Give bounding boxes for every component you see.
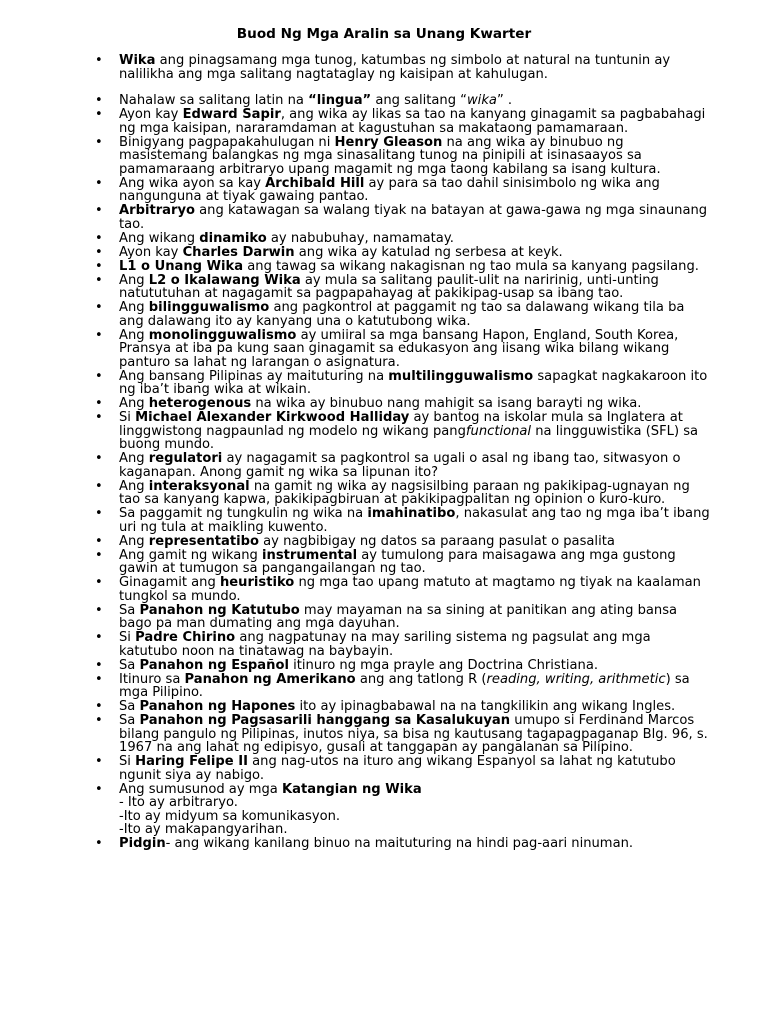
bold-term: Henry Gleason [334,134,443,150]
item-text: na lingguwistika (SFL) sa buong mundo. [119,423,699,452]
item-text: ng mga tao upang matuto at magtamo ng tiyak na kaalaman tungkol sa mundo. [119,575,701,604]
sub-point: -Ito ay makapangyarihan. [119,822,288,837]
item-text: ang nag-utos na ituro ang wikang Espanyol sa lahat ng katutubo ngunit siya ay nabigo. [119,754,676,783]
bold-term: Katangian ng Wika [282,781,422,797]
bold-term: Archibald Hill [265,175,365,191]
bullet-icon: • [95,300,103,315]
bullet-icon: • [95,533,103,549]
item-text: Si [119,630,136,645]
list-item [0,659,768,673]
bold-term: Arbitraryo [119,203,195,218]
item-text: na ang wika ay binubuo ng masistemang balangkas ng mga sinasalitang tunog na pinipili at isinasaayos sa pamamaraang arbitraryo upang magamit ng mga taong kabilang sa isang kultura. [119,134,661,177]
list-item [0,549,768,576]
item-text: Binigyang pagpapakahulugan ni [119,134,335,150]
item-text: Si [119,410,136,425]
item-text: - ang wikang kanilang binuo na maituturing na hindi pag-aari ninuman. [165,836,634,851]
bold-term: Panahon ng Español [139,657,289,673]
list-item [0,260,768,274]
bullet-icon: • [95,244,103,260]
item-text: Ang sumusunod ay mga [119,781,282,797]
bold-term: “lingua” [308,93,372,108]
item-text: Ang [119,327,149,343]
item-text: ay para sa tao dahil sinisimbolo ng wika ang nangunguna at tiyak gawaing pantao. [119,175,660,204]
item-text: Ang gamit ng wikang [119,547,263,563]
list-item [0,108,768,135]
bold-term: Charles Darwin [182,244,295,260]
bold-term: instrumental [262,547,358,563]
bullet-icon: • [95,396,103,411]
bullet-icon: • [95,699,103,714]
document-title: Buod Ng Mga Aralin sa Unang Kwarter [236,26,532,42]
bold-term: Pidgin [119,836,166,851]
item-text: Ginagamit ang [119,575,220,590]
bold-term: Panahon ng Katutubo [139,602,300,618]
bold-term: heterogenous [148,396,252,411]
bold-term: Panahon ng Pagsasarili hanggang sa Kasalukuyan [139,713,511,728]
bullet-icon: • [95,93,103,108]
item-text: , ang wika ay likas sa tao na kanyang ginagamit sa pagbabahagi ng mga kaisipan, nararamdaman at kagustuhan sa makataong pamamaraan. [119,107,706,136]
item-text: ang katawagan sa walang tiyak na batayan at gawa-gawa ng mga sinaunang tao. [119,203,708,232]
item-text: Ang [119,272,149,288]
item-text: ay umiiral sa mga bansang Hapon, England, South Korea, Pransya at iba pa kung saan ginagamit sa edukasyon ang iisang wika bilang wikang panturo sa lahat ng larangan o asignatura. [119,327,679,370]
bold-term: Panahon ng Hapones [139,699,296,714]
bullet-icon: • [95,203,103,218]
bullet-icon: • [95,506,103,521]
italic-text: functional [465,423,532,439]
item-text: ang pinagsamang mga tunog, katumbas ng simbolo at natural na tuntunin ay nalilikha ang mga salitang nagtataglay ng kaisipan at kahulugan. [119,53,671,82]
bold-term: regulatori [148,451,223,466]
list-item [0,177,768,204]
list-item [0,204,768,231]
bullet-icon: • [95,671,103,687]
bullet-icon: • [95,272,103,288]
item-text: ay nabubuhay, namamatay. [266,230,454,246]
item-text: ang ang tatlong R ( [355,671,487,687]
list-item [0,837,768,851]
list-item [0,452,768,479]
bullet-icon: • [95,478,103,494]
list-item [0,535,768,549]
item-text: Si [119,754,136,769]
bullet-icon: • [95,368,103,384]
list-item [0,397,768,411]
list-item [0,700,768,714]
bold-term: Edward Sapir [182,107,281,122]
bullet-icon: • [95,134,103,150]
italic-text: reading, writing, arithmetic [486,671,666,687]
item-text: Sa paggamit ng tungkulin ng wika na [119,506,368,521]
bold-term: heuristiko [219,575,295,590]
bullet-icon: • [95,836,103,851]
bullet-icon: • [95,713,103,728]
item-text: Itinuro sa [119,671,185,687]
bold-term: multilingguwalismo [388,368,534,384]
item-text: Sa [119,657,140,673]
item-text: Sa [119,713,140,728]
list-item [0,246,768,260]
item-text: na wika ay binubuo nang mahigit sa isang barayti ng wika. [251,396,642,411]
item-text: ) sa mga Pilipino. [119,671,690,700]
list-item [0,54,768,81]
item-text: Sa [119,602,140,618]
bullet-icon: • [95,175,103,191]
bold-term: interaksyonal [148,478,250,494]
item-text: Ang [119,396,149,411]
list-item [0,631,768,658]
list-item [0,755,768,782]
item-text: Ang [119,451,149,466]
item-text: Ang [119,533,149,549]
item-text: ang tawag sa wikang nakagisnan ng tao mula sa kanyang pagsilang. [243,258,699,274]
bullet-icon: • [95,327,103,343]
item-text: ang wika ay katulad ng serbesa at keyk. [294,244,563,260]
bullet-icon: • [95,53,103,68]
item-text: itinuro ng mga prayle ang Doctrina Christiana. [288,657,599,673]
item-text: Ayon kay [119,244,183,260]
bold-term: Wika [119,53,156,68]
bullet-icon: • [95,657,103,673]
bold-term: bilingguwalismo [148,300,270,315]
item-text: Sa [119,699,140,714]
item-text: Ang bansang Pilipinas ay maituturing na [119,368,389,384]
bullet-icon: • [95,602,103,618]
item-text: na gamit ng wika ay nagsisilbing paraan ng pakikipag-ugnayan ng tao sa kanyang kapwa, pakikipagbiruan at pakikipagpalitan ng opinion o kuro-kuro. [119,478,690,507]
list-item [0,232,768,246]
bullet-icon: • [95,575,103,590]
list-item [0,480,768,507]
list-item [0,329,768,370]
list-item [0,301,768,328]
item-text: may mayaman na sa sining at panitikan ang ating bansa bago pa man dumating ang mga dayuhan. [119,602,678,631]
item-text: , nakasulat ang tao ng mga iba’t ibang uri ng tula at maikling kuwento. [119,506,710,535]
item-text: ang pagkontrol at paggamit ng tao sa dalawang wikang tila ba ang dalawang ito ay kanyang una o katutubong wika. [119,300,685,329]
list-item [0,370,768,397]
item-text: Ang wika ayon sa kay [119,175,266,191]
bold-term: monolingguwalismo [148,327,297,343]
sub-point: - Ito ay arbitraryo. [119,795,238,810]
item-text: ay bantog na iskolar mula sa Inglatera at linggwistong nagpaunlad ng modelo ng wikang pang [119,410,683,439]
item-text: ay tumulong para maisagawa ang mga gustong gawin at tumugon sa pangangailangan ng tao. [119,547,676,576]
item-text: sapagkat nagkakaroon ito ng iba’t ibang wika at wikain. [119,368,708,397]
item-text: Ang [119,300,149,315]
list-item [0,507,768,534]
item-text: Ayon kay [119,107,183,122]
item-text: ay nagagamit sa pagkontrol sa ugali o asal ng ibang tao, sitwasyon o kaganapan. Anong gamit ng wika sa lipunan ito? [119,451,681,480]
summary-list [0,54,768,851]
bold-term: imahinatibo [367,506,456,521]
item-text: ang nagpatunay na may sariling sistema ng pagsulat ang mga katutubo noon na tinatawag na baybayin. [119,630,651,659]
bold-term: L1 o Unang Wika [119,258,244,274]
item-text: ang salitang “ [371,93,467,108]
item-text: Ang wikang [119,230,200,246]
bullet-icon: • [95,754,103,769]
bold-term: L2 o Ikalawang Wika [148,272,301,288]
bullet-icon: • [95,547,103,563]
item-text: ay mula sa salitang paulit-ulit na naririnig, unti-unting natututuhan at nagagamit sa pagpapahayag at pakikipag-usap sa ibang tao. [119,272,659,301]
item-text: ” . [496,93,513,108]
list-item [0,274,768,301]
list-item [0,576,768,603]
bold-term: Michael Alexander Kirkwood Halliday [135,410,410,425]
item-text: umupo si Ferdinand Marcos bilang pangulo ng Pilipinas, inutos niya, sa bisa ng kautusang tagapagpaganap Blg. 96, s. 1967 na ang lahat ng edipisyo, gusali at tanggapan ay pangalanan sa Pilipino. [119,713,708,755]
bullet-icon: • [95,230,103,246]
bullet-icon: • [95,410,103,425]
list-item [0,136,768,177]
bullet-icon: • [95,781,103,797]
list-item [0,411,768,452]
bullet-icon: • [95,630,103,645]
list-item [0,673,768,700]
bold-term: Haring Felipe II [135,754,248,769]
item-text: ay nagbibigay ng datos sa paraang pasulat o pasalita [259,533,615,549]
list-item [0,94,768,108]
bold-term: Panahon ng Amerikano [184,671,356,687]
list-item [0,604,768,631]
bullet-icon: • [95,258,103,274]
item-text: Nahalaw sa salitang latin na [119,93,309,108]
list-item [0,783,768,837]
bold-term: representatibo [148,533,259,549]
sub-point: -Ito ay midyum sa komunikasyon. [119,808,341,824]
bold-term: dinamiko [199,230,267,246]
bullet-icon: • [95,451,103,466]
item-text: ito ay ipinagbabawal na na tangkilikin ang wikang Ingles. [295,699,676,714]
item-text: Ang [119,478,149,494]
bold-term: Padre Chirino [135,630,236,645]
italic-text: wika [466,93,497,108]
bullet-icon: • [95,107,103,122]
list-item [0,714,768,755]
